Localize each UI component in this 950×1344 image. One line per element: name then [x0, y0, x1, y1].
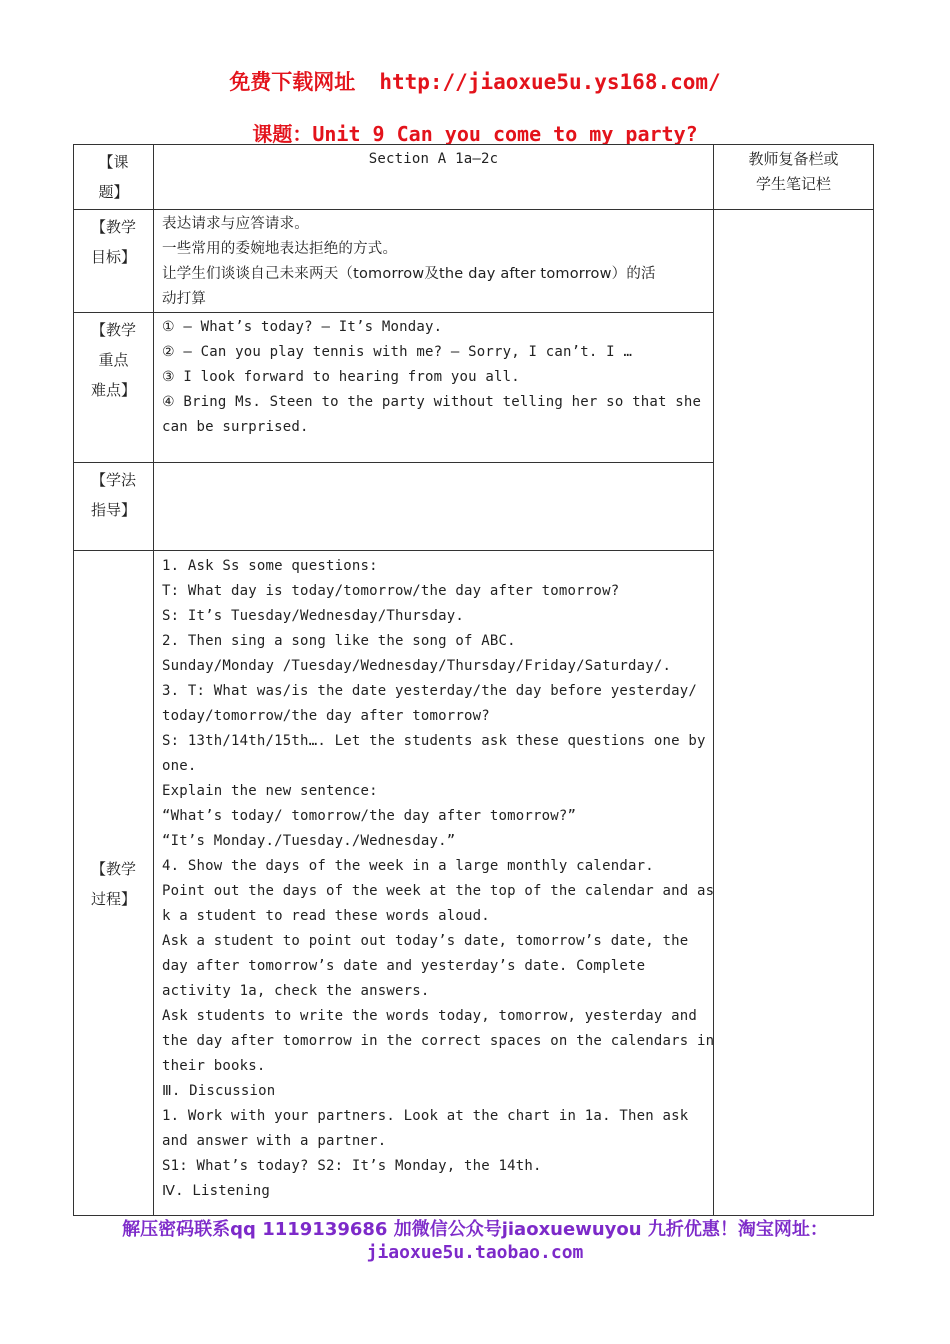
process-line: Ⅲ. Discussion [162, 1083, 276, 1099]
process-line: today/tomorrow/the day after tomorrow? [162, 708, 490, 724]
label-goals [74, 210, 154, 313]
process-line: and answer with a partner. [162, 1133, 387, 1149]
keypoint-line: ④ Bring Ms. Steen to the party without telling her so that she [162, 394, 702, 410]
goals-content-cell [154, 210, 714, 313]
process-line: “What’s today/ tomorrow/the day after tomorrow?” [162, 808, 577, 824]
process-line: 1. Ask Ss some questions: [162, 558, 378, 574]
table-row-goals [74, 210, 874, 313]
process-line: k a student to read these words aloud. [162, 908, 490, 924]
notes-heading-line2: 学生笔记栏 [755, 175, 831, 193]
process-line: Ⅳ. Listening [162, 1183, 271, 1199]
header-label: 免费下载网址 [229, 70, 356, 94]
goal-line: 动打算 [162, 291, 207, 307]
topic-section: Section A 1a—2c [368, 151, 499, 167]
footer-banner [0, 1218, 950, 1264]
process-line: activity 1a, check the answers. [162, 983, 430, 999]
process-line: 1. Work with your partners. Look at the chart in 1a. Then ask [162, 1108, 689, 1124]
process-line: S1: What’s today? S2: It’s Monday, the 14th. [162, 1158, 542, 1174]
label-keypoints-line2: 重点 [98, 351, 129, 369]
label-goals-line2: 目标】 [90, 248, 136, 266]
process-line: Ask a student to point out today’s date, tomorrow’s date, the [162, 933, 689, 949]
keypoint-line: ③ I look forward to hearing from you all. [162, 369, 520, 385]
goal-line: 表达请求与应答请求。 [162, 216, 309, 232]
label-process-line2: 过程】 [90, 890, 136, 908]
keypoint-line: ① — What’s today? — It’s Monday. [162, 319, 443, 335]
process-line: S: It’s Tuesday/Wednesday/Thursday. [162, 608, 465, 624]
process-line: 3. T: What was/is the date yesterday/the day before yesterday/ [162, 683, 697, 699]
header-url-link[interactable]: http://jiaoxue5u.ys168.com/ [379, 70, 721, 94]
keypoint-line: can be surprised. [162, 419, 309, 435]
process-line: T: What day is today/tomorrow/the day after tomorrow? [162, 583, 620, 599]
label-process-line1: 【教学 [90, 860, 136, 878]
footer-shop-link[interactable]: jiaoxue5u.taobao.com [366, 1242, 584, 1263]
label-topic-line1: 【课 [98, 153, 129, 171]
header-banner [0, 66, 950, 96]
label-process [74, 551, 154, 1216]
notes-heading-cell [714, 145, 874, 210]
process-line: “It’s Monday./Tuesday./Wednesday.” [162, 833, 456, 849]
process-line: one. [162, 758, 197, 774]
page-title [0, 118, 950, 147]
process-line: their books. [162, 1058, 266, 1074]
process-line: 4. Show the days of the week in a large monthly calendar. [162, 858, 654, 874]
notes-heading-line1: 教师复备栏或 [748, 150, 839, 168]
label-keypoints-line1: 【教学 [90, 321, 136, 339]
label-method-line1: 【学法 [90, 471, 136, 489]
goal-line: 一些常用的委婉地表达拒绝的方式。 [162, 241, 398, 257]
label-topic-line2: 题】 [98, 183, 129, 201]
goal-line: 让学生们谈谈自己未来两天（tomorrow及the day after tomorrow）的活 [162, 266, 656, 282]
process-line: day after tomorrow’s date and yesterday’s date. Complete [162, 958, 646, 974]
title-text: Unit 9 Can you come to my party? [312, 122, 698, 146]
table-row-topic [74, 145, 874, 210]
label-goals-line1: 【教学 [90, 218, 136, 236]
process-line: the day after tomorrow in the correct spaces on the calendars in [162, 1033, 715, 1049]
label-keypoints [74, 313, 154, 463]
process-line: Sunday/Monday /Tuesday/Wednesday/Thursday/Friday/Saturday/. [162, 658, 672, 674]
process-line: Ask students to write the words today, tomorrow, yesterday and [162, 1008, 697, 1024]
label-keypoints-line3: 难点】 [90, 381, 136, 399]
process-line: Point out the days of the week at the top of the calendar and as [162, 883, 715, 899]
process-content-cell [154, 551, 714, 1216]
process-line: S: 13th/14th/15th…. Let the students ask these questions one by [162, 733, 706, 749]
notes-column-cell [714, 210, 874, 1216]
topic-content-cell [154, 145, 714, 210]
label-method [74, 463, 154, 551]
label-method-line2: 指导】 [90, 501, 136, 519]
process-line: 2. Then sing a song like the song of ABC. [162, 633, 516, 649]
keypoints-content-cell [154, 313, 714, 463]
label-topic [74, 145, 154, 210]
footer-contact-line: 解压密码联系qq 1119139686 加微信公众号jiaoxuewuyou 九折优惠！淘宝网址： [122, 1219, 828, 1240]
lesson-plan-table [73, 144, 874, 1216]
keypoint-line: ② — Can you play tennis with me? — Sorry, I can’t. I … [162, 344, 633, 360]
title-prefix: 课题： [252, 122, 313, 146]
method-content-cell [154, 463, 714, 551]
process-line: Explain the new sentence: [162, 783, 378, 799]
